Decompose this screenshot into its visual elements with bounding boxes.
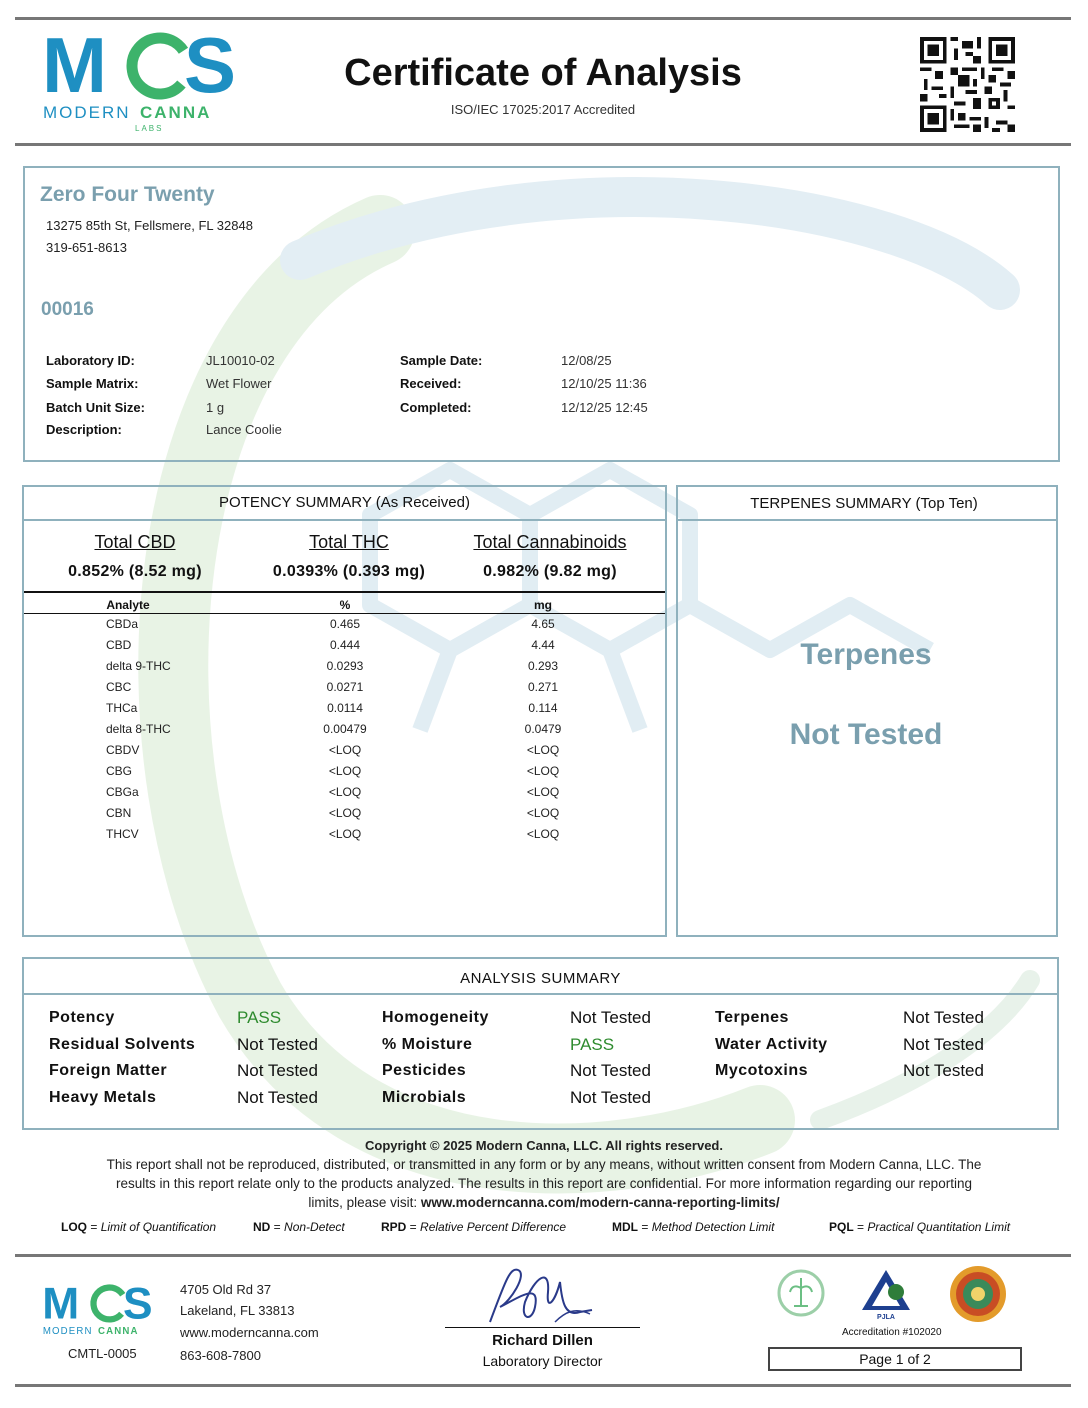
svg-text:M: M xyxy=(42,30,107,109)
analysis-test-result: Not Tested xyxy=(570,1061,651,1080)
svg-text:S: S xyxy=(184,30,237,109)
client-info-box xyxy=(23,166,1060,462)
footer-rule xyxy=(15,1254,1071,1257)
analysis-test-label: % Moisture xyxy=(382,1035,473,1053)
footer-logo xyxy=(42,1283,162,1341)
total-thc-label: Total THC xyxy=(309,532,389,552)
analysis-test-result: PASS xyxy=(570,1034,615,1054)
received-value: 12/10/25 11:36 xyxy=(561,376,647,391)
analysis-header-rule xyxy=(22,993,1059,995)
svg-text:MODERN: MODERN xyxy=(43,103,131,122)
terpenes-line2: Not Tested xyxy=(789,718,943,751)
lab-address-2: Lakeland, FL 33813 xyxy=(180,1303,295,1318)
analyte-name: CBN xyxy=(106,806,132,820)
total-cbd-value: 0.852% (8.52 mg) xyxy=(68,563,202,580)
table-header-rule xyxy=(24,613,665,614)
table-top-rule xyxy=(24,591,665,593)
batch-label: Batch Unit Size: xyxy=(46,400,145,415)
analysis-test-label: Potency xyxy=(49,1009,115,1026)
potency-header-rule xyxy=(22,519,667,521)
svg-text:MODERN: MODERN xyxy=(42,1326,93,1338)
analyte-mg: <LOQ xyxy=(526,785,560,799)
analysis-test-label: Water Activity xyxy=(715,1035,828,1053)
svg-text:CANNA: CANNA xyxy=(140,103,212,122)
total-cannabinoids-label: Total Cannabinoids xyxy=(473,532,627,552)
analysis-test-label: Pesticides xyxy=(382,1062,467,1079)
page-title: Certificate of Analysis xyxy=(344,52,742,94)
pjla-accreditation-icon xyxy=(858,1264,914,1322)
completed-value: 12/12/25 12:45 xyxy=(561,400,648,415)
analyte-mg: <LOQ xyxy=(526,806,560,820)
analysis-header: ANALYSIS SUMMARY xyxy=(460,970,621,987)
def-rpd: RPD = Relative Percent Difference xyxy=(381,1220,567,1234)
header-rule xyxy=(15,143,1071,146)
analyte-percent: <LOQ xyxy=(328,806,362,820)
analysis-test-result: Not Tested xyxy=(570,1087,651,1107)
analyte-name: CBC xyxy=(106,680,132,694)
disclaimer-prefix: limits, please visit: xyxy=(308,1195,421,1210)
analysis-test-label: Terpenes xyxy=(715,1009,789,1026)
def-pql: PQL = Practical Quantitation Limit xyxy=(829,1220,1011,1234)
svg-text:PJLA: PJLA xyxy=(877,1314,895,1321)
client-address: 13275 85th St, Fellsmere, FL 32848 xyxy=(46,218,253,233)
analyte-mg: 4.65 xyxy=(531,617,555,631)
copyright: Copyright © 2025 Modern Canna, LLC. All rights reserved. xyxy=(364,1138,723,1153)
analysis-test-result: Not Tested xyxy=(903,1061,984,1080)
total-cannabinoids-value: 0.982% (9.82 mg) xyxy=(483,563,617,580)
terpenes-line1: Terpenes xyxy=(800,638,932,671)
analyte-mg: 0.293 xyxy=(527,659,559,673)
description-label: Description: xyxy=(46,422,122,437)
analyte-name: THCa xyxy=(106,701,138,715)
total-cbd-label: Total CBD xyxy=(94,532,176,552)
analyte-mg: 0.271 xyxy=(527,680,559,694)
bottom-rule xyxy=(15,1384,1071,1387)
analyte-percent: 0.00479 xyxy=(323,722,367,736)
analyte-mg: <LOQ xyxy=(526,827,560,841)
analyte-name: CBD xyxy=(106,638,132,652)
cannabis-seal-icon xyxy=(776,1266,826,1321)
svg-text:CANNA: CANNA xyxy=(98,1326,139,1338)
matrix-value: Wet Flower xyxy=(206,376,272,391)
signature-image xyxy=(480,1262,600,1332)
analyte-percent: <LOQ xyxy=(328,743,362,757)
lab-id-label: Laboratory ID: xyxy=(46,353,135,368)
total-thc-value: 0.0393% (0.393 mg) xyxy=(272,563,426,580)
analyte-mg: 0.0479 xyxy=(524,722,562,736)
col-percent: % xyxy=(339,598,351,612)
description-value: Lance Coolie xyxy=(206,422,282,437)
analyte-percent: 0.465 xyxy=(329,617,361,631)
analyte-name: CBGa xyxy=(106,785,139,799)
signer-title: Laboratory Director xyxy=(482,1353,603,1369)
matrix-label: Sample Matrix: xyxy=(46,376,139,391)
analyte-name: delta 8-THC xyxy=(106,722,171,736)
analyte-percent: 0.0293 xyxy=(326,659,364,673)
analysis-test-result: PASS xyxy=(237,1008,282,1027)
potency-header: POTENCY SUMMARY (As Received) xyxy=(219,494,470,511)
signature-line xyxy=(445,1327,640,1328)
batch-value: 1 g xyxy=(206,400,225,415)
sample-date-value: 12/08/25 xyxy=(561,353,612,368)
analyte-percent: <LOQ xyxy=(328,764,362,778)
client-name: Zero Four Twenty xyxy=(40,183,215,206)
analyte-name: CBDa xyxy=(106,617,139,631)
qr-code-icon[interactable] xyxy=(920,37,1015,132)
reporting-limits-link[interactable]: www.moderncanna.com/modern-canna-reporting-limits/ xyxy=(420,1195,780,1210)
sample-code: 00016 xyxy=(41,299,94,320)
analyte-name: delta 9-THC xyxy=(106,659,171,673)
lab-website[interactable]: www.moderncanna.com xyxy=(180,1325,319,1340)
svg-text:S: S xyxy=(123,1283,153,1329)
lab-address-1: 4705 Old Rd 37 xyxy=(180,1282,272,1297)
def-mdl: MDL = Method Detection Limit xyxy=(612,1220,775,1234)
terpenes-header-rule xyxy=(676,519,1058,521)
analysis-test-label: Microbials xyxy=(382,1088,467,1106)
sample-date-label: Sample Date: xyxy=(400,353,483,368)
analyte-mg: <LOQ xyxy=(526,764,560,778)
def-nd: ND = Non-Detect xyxy=(253,1220,345,1234)
disclaimer-line-1: This report shall not be reproduced, distributed, or transmitted in any form or by any means, without written consent from Modern Canna, LLC. The xyxy=(106,1157,982,1172)
completed-label: Completed: xyxy=(400,400,472,415)
analysis-test-label: Foreign Matter xyxy=(49,1062,168,1079)
doc-code: CMTL-0005 xyxy=(68,1346,137,1361)
analyte-percent: 0.0114 xyxy=(327,701,363,715)
analysis-test-result: Not Tested xyxy=(237,1087,318,1107)
accreditation-number: Accreditation #102020 xyxy=(842,1327,942,1338)
analysis-test-label: Residual Solvents xyxy=(49,1035,196,1053)
florida-seal-icon xyxy=(948,1264,1008,1324)
analysis-test-result: Not Tested xyxy=(903,1034,984,1054)
disclaimer-line-3 xyxy=(40,1193,1048,1212)
analysis-test-result: Not Tested xyxy=(237,1061,318,1080)
analysis-test-label: Mycotoxins xyxy=(715,1062,809,1079)
analyte-mg: 4.44 xyxy=(531,638,555,652)
terpenes-box xyxy=(676,485,1058,937)
disclaimer-line-2: results in this report relate only to the products analyzed. The results in this report are confidential. For more information regarding our reporting xyxy=(116,1176,972,1191)
analyte-percent: <LOQ xyxy=(328,785,362,799)
analyte-name: CBG xyxy=(106,764,133,778)
analyte-percent: <LOQ xyxy=(328,827,362,841)
terpenes-header: TERPENES SUMMARY (Top Ten) xyxy=(750,495,978,512)
modern-canna-logo xyxy=(42,30,252,135)
analyte-name: CBDV xyxy=(106,743,140,757)
analyte-mg: 0.114 xyxy=(528,701,558,715)
analyte-percent: 0.0271 xyxy=(326,680,364,694)
analysis-test-result: Not Tested xyxy=(903,1008,984,1027)
analysis-test-result: Not Tested xyxy=(570,1008,651,1027)
analyte-name: THCV xyxy=(106,827,139,841)
analysis-test-result: Not Tested xyxy=(237,1034,318,1054)
lab-phone: 863-608-7800 xyxy=(180,1348,261,1363)
col-analyte: Analyte xyxy=(106,598,150,612)
signer-name: Richard Dillen xyxy=(492,1332,593,1349)
analyte-mg: <LOQ xyxy=(526,743,560,757)
svg-text:LABS: LABS xyxy=(135,124,164,133)
lab-id-value: JL10010-02 xyxy=(206,353,275,368)
page-number: Page 1 of 2 xyxy=(768,1347,1022,1371)
analysis-test-label: Homogeneity xyxy=(382,1009,489,1026)
svg-text:M: M xyxy=(42,1283,80,1329)
client-phone: 319-651-8613 xyxy=(46,240,127,255)
top-rule xyxy=(15,17,1071,20)
analysis-test-label: Heavy Metals xyxy=(49,1088,157,1106)
received-label: Received: xyxy=(400,376,462,391)
accreditation-subtitle: ISO/IEC 17025:2017 Accredited xyxy=(450,102,636,117)
def-loq: LOQ = Limit of Quantification xyxy=(61,1220,217,1234)
analyte-percent: 0.444 xyxy=(329,638,361,652)
col-mg: mg xyxy=(534,598,552,612)
